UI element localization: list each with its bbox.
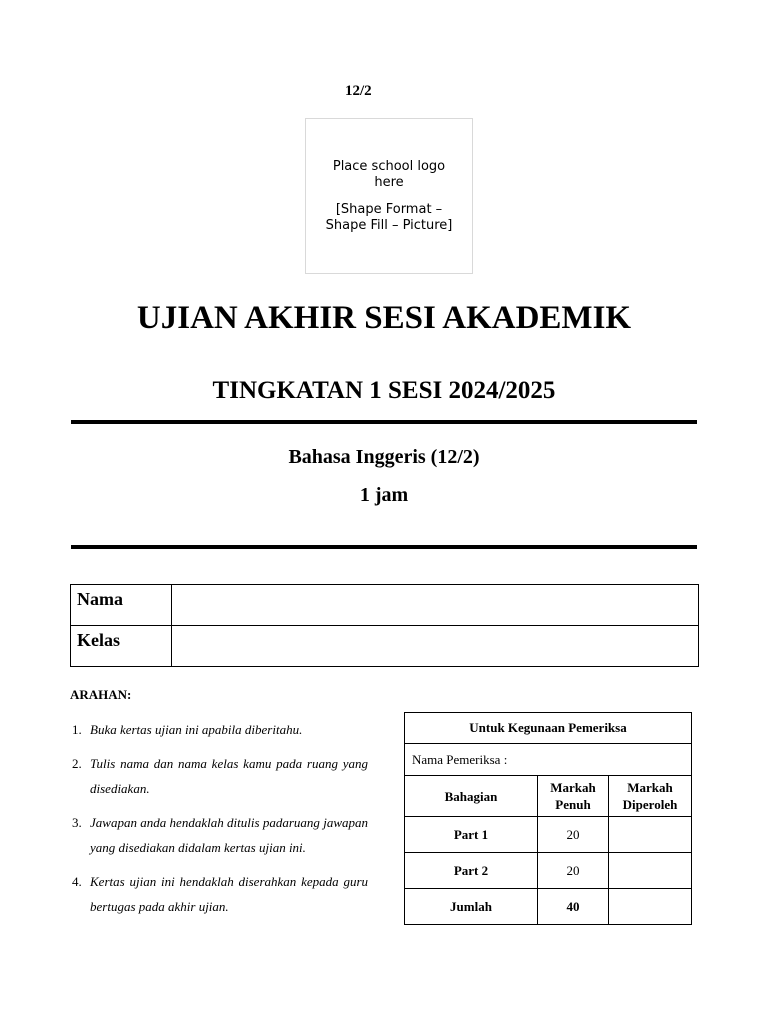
examiner-table-title: Untuk Kegunaan Pemeriksa xyxy=(405,713,692,744)
total-label-cell: Jumlah xyxy=(405,889,538,925)
paper-code: 12/2 xyxy=(345,83,372,99)
full-marks-cell: 20 xyxy=(538,817,609,853)
instruction-text: Jawapan anda hendaklah ditulis padaruang jawapan yang disediakan didalam kertas ujian ini. xyxy=(90,815,368,855)
name-label: Nama xyxy=(71,585,172,626)
class-label: Kelas xyxy=(71,626,172,667)
school-logo-placeholder[interactable] xyxy=(305,118,473,274)
logo-placeholder-text: Place school logo here xyxy=(332,159,446,190)
instruction-number: 3. xyxy=(72,815,82,830)
obtained-marks-cell[interactable] xyxy=(609,853,692,889)
table-row xyxy=(405,889,692,925)
instruction-item xyxy=(70,751,368,801)
instruction-number: 2. xyxy=(72,756,82,771)
instruction-item xyxy=(70,810,368,860)
name-row xyxy=(71,585,699,626)
instruction-number: 1. xyxy=(72,722,82,737)
class-field[interactable] xyxy=(172,626,699,667)
column-header-obtained-marks: Markah Diperoleh xyxy=(609,776,692,817)
logo-placeholder-hint: [Shape Format – Shape Fill – Picture] xyxy=(325,202,453,233)
subject-title: Bahasa Inggeris (12/2) xyxy=(288,446,480,468)
instruction-number: 4. xyxy=(72,874,82,889)
exam-title: UJIAN AKHIR SESI AKADEMIK xyxy=(136,300,632,336)
divider-bottom xyxy=(71,545,697,549)
instruction-text: Buka kertas ujian ini apabila diberitahu. xyxy=(90,722,303,737)
total-full-marks-cell: 40 xyxy=(538,889,609,925)
class-row xyxy=(71,626,699,667)
exam-duration: 1 jam xyxy=(359,484,409,506)
instruction-text: Tulis nama dan nama kelas kamu pada ruang yang disediakan. xyxy=(90,756,368,796)
instructions-title: ARAHAN: xyxy=(70,687,132,702)
section-cell: Part 2 xyxy=(405,853,538,889)
instructions-list xyxy=(70,717,368,928)
section-cell: Part 1 xyxy=(405,817,538,853)
exam-subtitle: TINGKATAN 1 SESI 2024/2025 xyxy=(212,377,556,404)
total-obtained-marks-cell[interactable] xyxy=(609,889,692,925)
examiner-name-field[interactable]: Nama Pemeriksa : xyxy=(405,744,692,776)
table-row xyxy=(405,853,692,889)
obtained-marks-cell[interactable] xyxy=(609,817,692,853)
divider-top xyxy=(71,420,697,424)
column-header-section: Bahagian xyxy=(405,776,538,817)
column-header-full-marks: Markah Penuh xyxy=(538,776,609,817)
instruction-text: Kertas ujian ini hendaklah diserahkan kepada guru bertugas pada akhir ujian. xyxy=(90,874,368,914)
student-identity-table xyxy=(70,584,699,667)
examiner-table xyxy=(404,712,692,925)
instruction-item xyxy=(70,869,368,919)
instruction-item xyxy=(70,717,368,742)
table-row xyxy=(405,817,692,853)
name-field[interactable] xyxy=(172,585,699,626)
full-marks-cell: 20 xyxy=(538,853,609,889)
